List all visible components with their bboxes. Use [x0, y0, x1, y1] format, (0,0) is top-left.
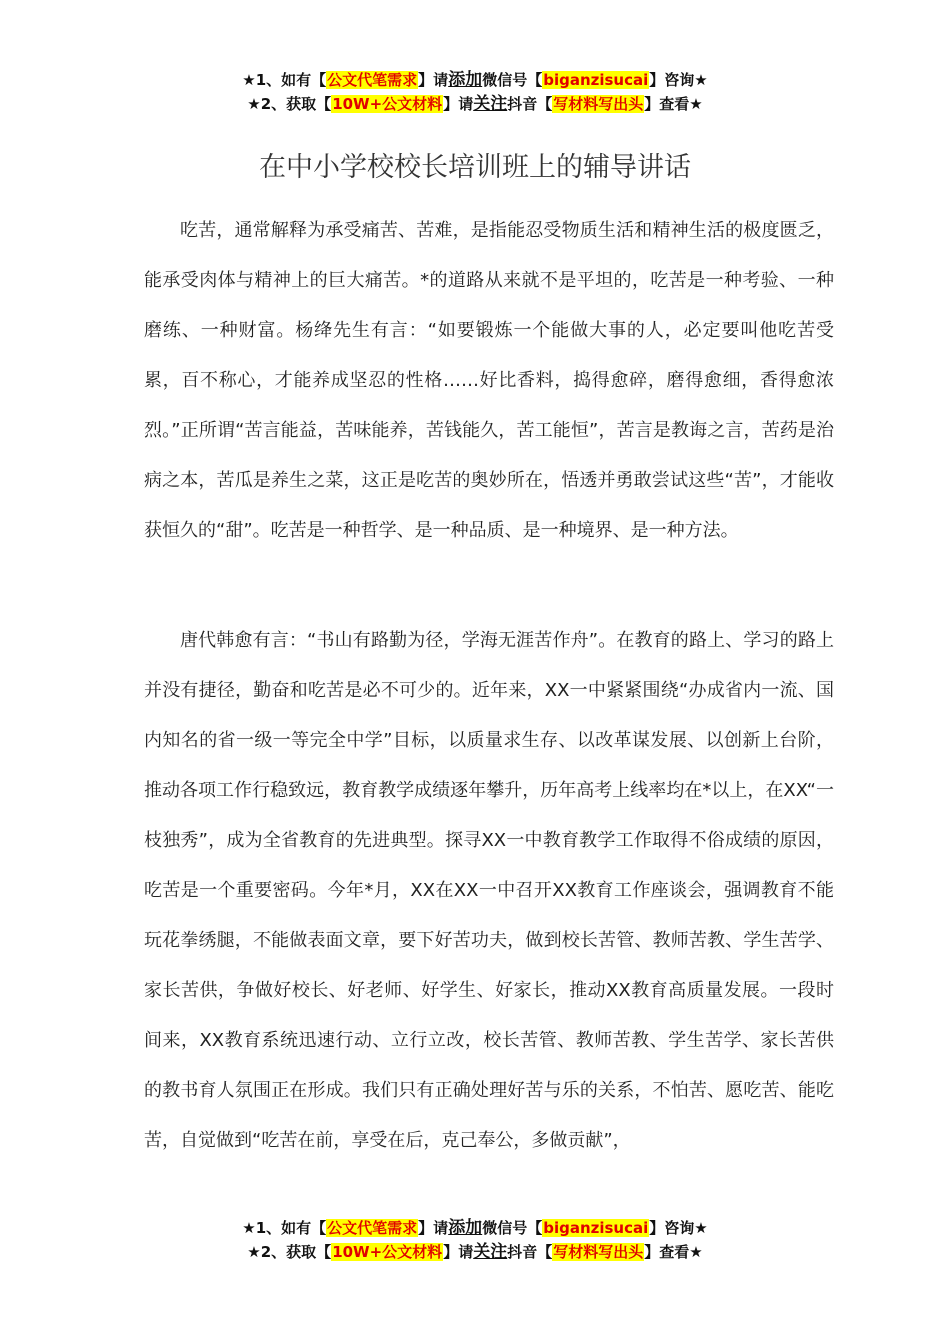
promo-text: ★1、如有【 — [242, 1219, 327, 1237]
promo-text: 】请 — [418, 1219, 449, 1237]
promo-banner-bottom — [0, 1216, 950, 1264]
promo-text: 】查看★ — [644, 1243, 703, 1261]
paragraph: 唐代韩愈有言：“书山有路勤为径，学海无涯苦作舟”。在教育的路上、学习的路上并没有捷径，勤奋和吃苦是必不可少的。近年来，XX一中紧紧围绕“办成省内一流、国内知名的省一级一等完全中学”目标，以质量求生存、以改革谋发展、以创新上台阶，推动各项工作行稳致远，教育教学成绩逐年攀升，历年高考上线率均在*以上，在XX“一枝独秀”，成为全省教育的先进典型。探寻XX一中教育教学工作取得不俗成绩的原因，吃苦是一个重要密码。今年*月，XX在XX一中召开XX教育工作座谈会，强调教育不能玩花拳绣腿，不能做表面文章，要下好苦功夫，做到校长苦管、教师苦教、学生苦学、家长苦供，争做好校长、好老师、好学生、好家长，推动XX教育高质量发展。一段时间来，XX教育系统迅速行动、立行立改，校长苦管、教师苦教、学生苦学、家长苦供的教书育人氛围正在形成。我们只有正确处理好苦与乐的关系，不怕苦、愿吃苦、能吃苦，自觉做到“吃苦在前，享受在后，克己奉公，多做贡献”， — [144, 630, 834, 1151]
highlight-service: 公文代笔需求 — [327, 71, 418, 89]
highlight-douyin-id: 写材料写出头 — [553, 1243, 644, 1261]
document-body-section-1 — [144, 206, 834, 556]
promo-text: 】请 — [443, 95, 474, 113]
highlight-materials: 10W+公文材料 — [332, 1243, 443, 1261]
promo-text: 】咨询★ — [649, 1219, 708, 1237]
emphasis-follow: 关注 — [473, 1242, 508, 1262]
promo-line-1 — [0, 1216, 950, 1240]
promo-line-1 — [0, 68, 950, 92]
promo-text: 抖音【 — [507, 1243, 553, 1261]
document-title: 在中小学校校长培训班上的辅导讲话 — [259, 152, 691, 183]
emphasis-add: 添加 — [448, 1218, 483, 1238]
promo-line-2 — [0, 1240, 950, 1264]
highlight-wechat-id: biganzisucai — [543, 71, 649, 89]
promo-text: 】咨询★ — [649, 71, 708, 89]
promo-banner-top — [0, 68, 950, 116]
emphasis-add: 添加 — [448, 70, 483, 90]
promo-line-2 — [0, 92, 950, 116]
promo-text: 微信号【 — [482, 1219, 543, 1237]
promo-text: ★1、如有【 — [242, 71, 327, 89]
highlight-materials: 10W+公文材料 — [332, 95, 443, 113]
promo-text: ★2、获取【 — [247, 1243, 332, 1261]
paragraph: 吃苦，通常解释为承受痛苦、苦难，是指能忍受物质生活和精神生活的极度匮乏，能承受肉体与精神上的巨大痛苦。*的道路从来就不是平坦的，吃苦是一种考验、一种磨练、一种财富。杨绛先生有言：“如要锻炼一个能做大事的人，必定要叫他吃苦受累，百不称心，才能养成坚忍的性格……好比香料，捣得愈碎，磨得愈细，香得愈浓烈。”正所谓“苦言能益，苦味能养，苦钱能久，苦工能恒”，苦言是教诲之言，苦药是治病之本，苦瓜是养生之菜，这正是吃苦的奥妙所在，悟透并勇敢尝试这些“苦”，才能收获恒久的“甜”。吃苦是一种哲学、是一种品质、是一种境界、是一种方法。 — [144, 220, 834, 541]
promo-text: 】请 — [418, 71, 449, 89]
promo-text: ★2、获取【 — [247, 95, 332, 113]
highlight-douyin-id: 写材料写出头 — [553, 95, 644, 113]
promo-text: 】查看★ — [644, 95, 703, 113]
promo-text: 】请 — [443, 1243, 474, 1261]
promo-text: 抖音【 — [507, 95, 553, 113]
document-body-section-2 — [144, 616, 834, 1166]
highlight-wechat-id: biganzisucai — [543, 1219, 649, 1237]
promo-text: 微信号【 — [482, 71, 543, 89]
highlight-service: 公文代笔需求 — [327, 1219, 418, 1237]
emphasis-follow: 关注 — [473, 94, 508, 114]
